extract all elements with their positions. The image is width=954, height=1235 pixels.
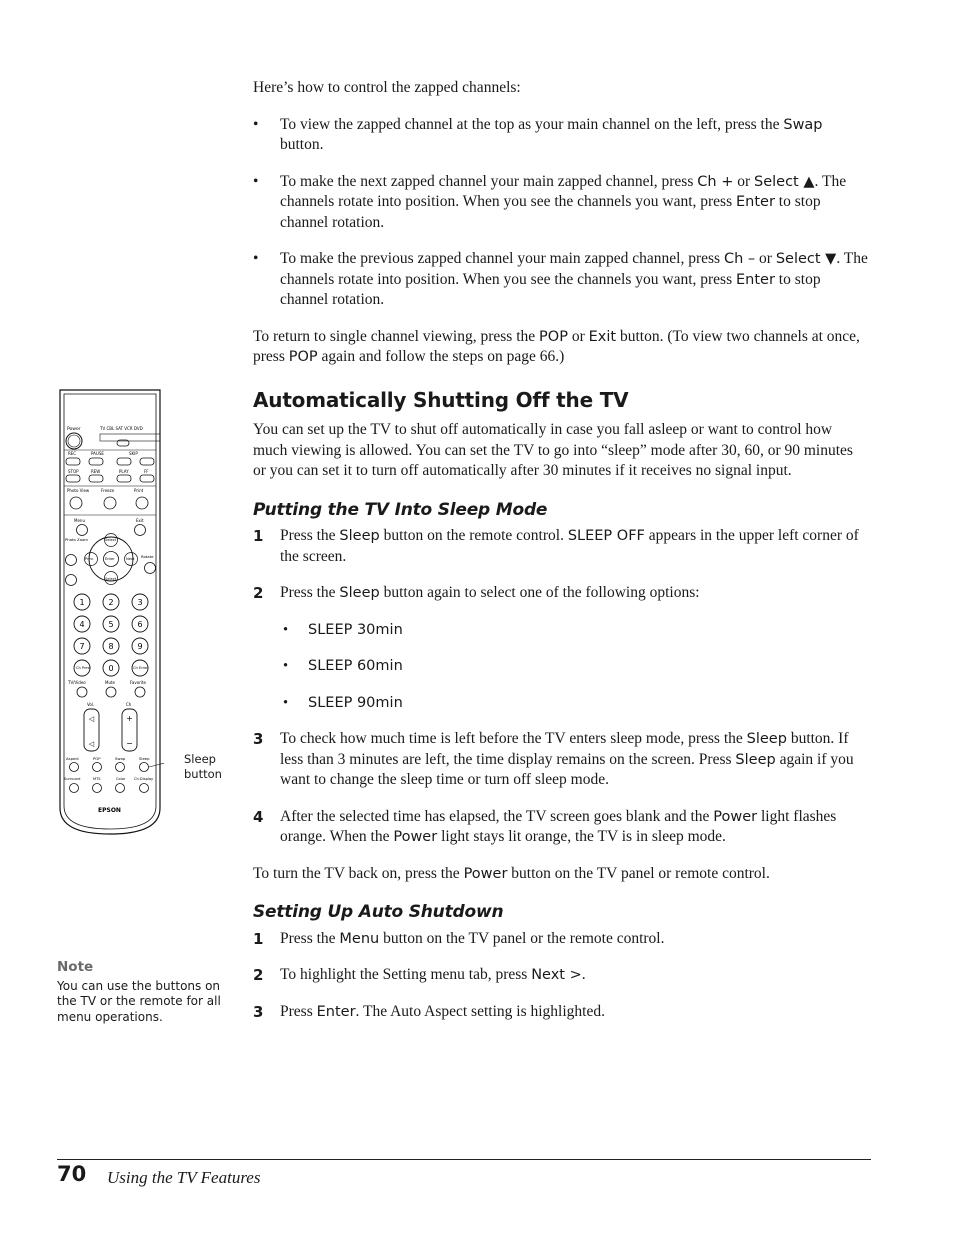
remote-label-stop: STOP [68, 469, 79, 474]
sleep-option-label: SLEEP 90min [308, 694, 403, 711]
ui-term: Power [463, 865, 508, 882]
step-number: 2 [253, 966, 264, 984]
shutdown-step [253, 1002, 868, 1023]
text-run: to stop channel rotation. [280, 270, 821, 308]
remote-digit-7: 7 [79, 642, 85, 651]
remote-label-rotate: Rotate [141, 554, 154, 559]
remote-label-print: Print [134, 488, 144, 493]
sleep-option: • SLEEP 60min [283, 658, 403, 674]
remote-label-next: Next [126, 557, 135, 561]
sleep-step [253, 729, 868, 791]
ui-term: POP [288, 349, 318, 365]
ui-term: Sleep [339, 528, 380, 544]
text-run: After the selected time has elapsed, the TV screen goes blank and the [280, 807, 714, 825]
ui-term: Enter [316, 1003, 356, 1020]
shutdown-step [253, 929, 868, 950]
text-run: . The Auto Aspect setting is highlighted. [355, 1002, 605, 1020]
remote-digit-3: 3 [137, 598, 143, 607]
remote-label-rew: REW [91, 469, 101, 474]
text-run: button on the TV panel or remote control. [507, 864, 770, 882]
step-number: 2 [253, 584, 264, 602]
remote-label-surround: Surround [64, 777, 81, 781]
remote-label-exit: Exit [136, 518, 144, 523]
remote-brand-logo: EPSON [98, 807, 121, 814]
remote-digit-4: 4 [79, 620, 85, 629]
text-run: button. [280, 136, 324, 153]
remote-digit-8: 8 [108, 642, 114, 651]
step-number: 3 [253, 730, 264, 748]
text-run: . The channels rotate into position. When you see the channels you want, press [280, 250, 868, 288]
ui-term: Ch – [723, 251, 756, 267]
text-run: again and follow the steps on page 66.) [317, 348, 565, 365]
sleep-option: • SLEEP 30min [283, 621, 403, 638]
remote-digit-9: 9 [137, 642, 143, 651]
remote-label-play: PLAY [119, 469, 129, 474]
remote-label-rec: REC [68, 451, 77, 456]
note-text: You can use the buttons on the TV or the remote for all menu operations. [57, 978, 221, 1024]
remote-label-pause: PAUSE [91, 451, 104, 456]
text-run: Press the [280, 527, 340, 544]
remote-label-freeze: Freeze [101, 488, 115, 493]
text-run: Press the [280, 584, 340, 601]
remote-digit-0: 0 [108, 664, 114, 673]
sleep-button-callout [184, 752, 222, 782]
shutdown-step [253, 965, 868, 986]
remote-label-sources: TV CBL SAT VCR DVD [100, 426, 143, 431]
remote-label-color: Color [116, 777, 126, 781]
text-run: or [567, 327, 589, 345]
text-run: appears in the upper left corner of the screen. [280, 527, 859, 565]
remote-label-swap: Swap [115, 756, 126, 761]
ui-term: Select ▼ [775, 251, 837, 267]
text-run: . [581, 966, 586, 983]
step-number: 3 [253, 1002, 264, 1021]
remote-label-menu: Menu [74, 518, 85, 523]
ui-term: Enter [736, 271, 775, 288]
text-run: To view the zapped channel at the top as your main channel on the left, press the [280, 115, 784, 133]
callout-line2: button [184, 767, 222, 781]
text-run: To check how much time is left before the TV enters sleep mode, press the [280, 730, 747, 747]
remote-label-photo-zoom: Photo Zoom [65, 537, 88, 542]
remote-label-select-up: Select [105, 538, 117, 542]
subsection-heading-shutdown: Setting Up Auto Shutdown [253, 902, 504, 922]
ui-term: Enter [736, 194, 775, 210]
sleep-option-label: SLEEP 30min [308, 621, 403, 638]
remote-label-tv-video: TV/Video [68, 680, 86, 685]
ui-term: Power [713, 808, 758, 825]
footer-title: Using the TV Features [107, 1168, 261, 1187]
text-run: To highlight the Setting menu tab, press [280, 966, 532, 983]
svg-text:−: − [126, 739, 133, 748]
sleep-option: • SLEEP 90min [283, 694, 403, 711]
remote-label-prev: Prev. [85, 557, 94, 561]
page-number: 70 [57, 1162, 87, 1186]
ui-term: Ch + [697, 173, 734, 190]
remote-label-power: Power [67, 427, 81, 432]
bullet-item: • To make the previous zapped channel your main zapped channel, press Ch – or Select ▼. The channels rotate into position. When you see the channels you want, press Enter to stop channel rotation. [253, 250, 868, 308]
remote-digit-5: 5 [108, 620, 114, 629]
remote-label-ch-display: Ch.Display [134, 777, 154, 781]
remote-label-ch-enter: Ch Enter [133, 666, 149, 670]
remote-label-vol: Vol. [87, 702, 95, 707]
footer-rule [57, 1159, 871, 1160]
text-run: again if you want to change the sleep time or turn off sleep mode. [280, 750, 854, 788]
ui-term: POP [539, 328, 568, 345]
text-run: . The channels rotate into position. When you see the channels you want, press [280, 172, 847, 210]
text-run: light flashes orange. When the [280, 807, 837, 845]
text-run: or [733, 172, 755, 190]
remote-label-ff: FF [144, 469, 149, 474]
subsection-heading-sleep: Putting the TV Into Sleep Mode [253, 499, 548, 520]
remote-control-illustration [56, 388, 164, 838]
ui-term: SLEEP OFF [567, 528, 645, 544]
intro-text: Here’s how to control the zapped channels: [253, 79, 521, 96]
text-run: button again to select one of the following options: [379, 584, 700, 601]
text-run: To make the next zapped channel your main zapped channel, press [280, 172, 698, 190]
ui-term: Exit [588, 328, 617, 345]
remote-label-mts: MTS [93, 777, 101, 781]
callout-line1: Sleep [184, 752, 216, 766]
remote-label-skip: SKIP [129, 451, 138, 456]
step-number: 4 [253, 807, 264, 826]
ui-term: Select ▲ [754, 173, 815, 190]
svg-text:+: + [126, 714, 133, 723]
ui-term: Sleep [746, 731, 787, 747]
remote-digit-2: 2 [108, 598, 114, 607]
text-run: light stays lit orange, the TV is in sleep mode. [437, 828, 726, 845]
main-content [253, 78, 868, 1038]
ui-term: Sleep [339, 585, 380, 601]
remote-digit-6: 6 [137, 620, 143, 629]
note-title: Note [57, 959, 94, 975]
bullet-item: • To make the next zapped channel your main zapped channel, press Ch + or Select ▲. The channels rotate into position. When you see the channels you want, press Enter to stop channel rotation. [253, 172, 847, 231]
ui-term: Power [393, 829, 438, 845]
text-run: or [755, 250, 776, 267]
svg-text:◁: ◁ [88, 715, 95, 723]
ui-term: Swap [783, 116, 823, 133]
text-run: button. (To view two channels at once, press [253, 327, 860, 365]
text-run: button on the remote control. [379, 527, 568, 544]
remote-label-select-down: Select [105, 577, 117, 581]
text-run: To return to single channel viewing, press the [253, 327, 540, 345]
sleep-option-label: SLEEP 60min [308, 658, 403, 674]
step-number: 1 [253, 929, 264, 948]
remote-label-pop: POP [93, 756, 101, 761]
note-box [57, 960, 232, 1025]
text-run: Press the [280, 929, 340, 947]
step-number: 1 [253, 527, 264, 545]
svg-text:◁: ◁ [88, 740, 95, 748]
ui-term: Menu [339, 930, 380, 947]
remote-label-enter: Enter [105, 557, 115, 561]
sleep-step [253, 583, 868, 604]
remote-label-photo-view: Photo View [67, 488, 90, 493]
ui-term: Next > [531, 967, 582, 983]
remote-label-aspect: Aspect [66, 756, 79, 761]
bullet-item: • To view the zapped channel at the top as your main channel on the left, press the Swap button. [253, 115, 823, 153]
remote-label-mute: Mute [105, 680, 116, 685]
remote-label-ch-prev: Ch Prev. [76, 666, 91, 670]
turn-on-paragraph [253, 864, 868, 885]
sleep-step [253, 526, 868, 567]
text-run: button. If less than 3 minutes are left, the time display remains on the screen. Press [280, 730, 849, 768]
section-intro: You can set up the TV to shut off automatically in case you fall asleep or want to control how much viewing is allowed. You can set the TV to go into “sleep” mode after 30, 60, or 90 minutes or you can set it to turn off automatically after 30 minutes if it receives no signal input. [253, 421, 853, 479]
text-run: To turn the TV back on, press the [253, 864, 464, 882]
text-run: Press [280, 1002, 317, 1020]
remote-digit-1: 1 [79, 598, 85, 607]
text-run: to stop channel rotation. [280, 193, 821, 231]
remote-label-ch: Ch [126, 702, 132, 707]
return-paragraph [253, 327, 868, 368]
sleep-step [253, 807, 868, 848]
remote-label-favorite: Favorite [130, 680, 146, 685]
remote-label-sleep: Sleep [139, 756, 150, 761]
text-run: button on the TV panel or the remote control. [379, 929, 665, 947]
ui-term: Sleep [735, 751, 776, 768]
text-run: To make the previous zapped channel your main zapped channel, press [280, 250, 724, 267]
section-heading: Automatically Shutting Off the TV [253, 387, 629, 412]
